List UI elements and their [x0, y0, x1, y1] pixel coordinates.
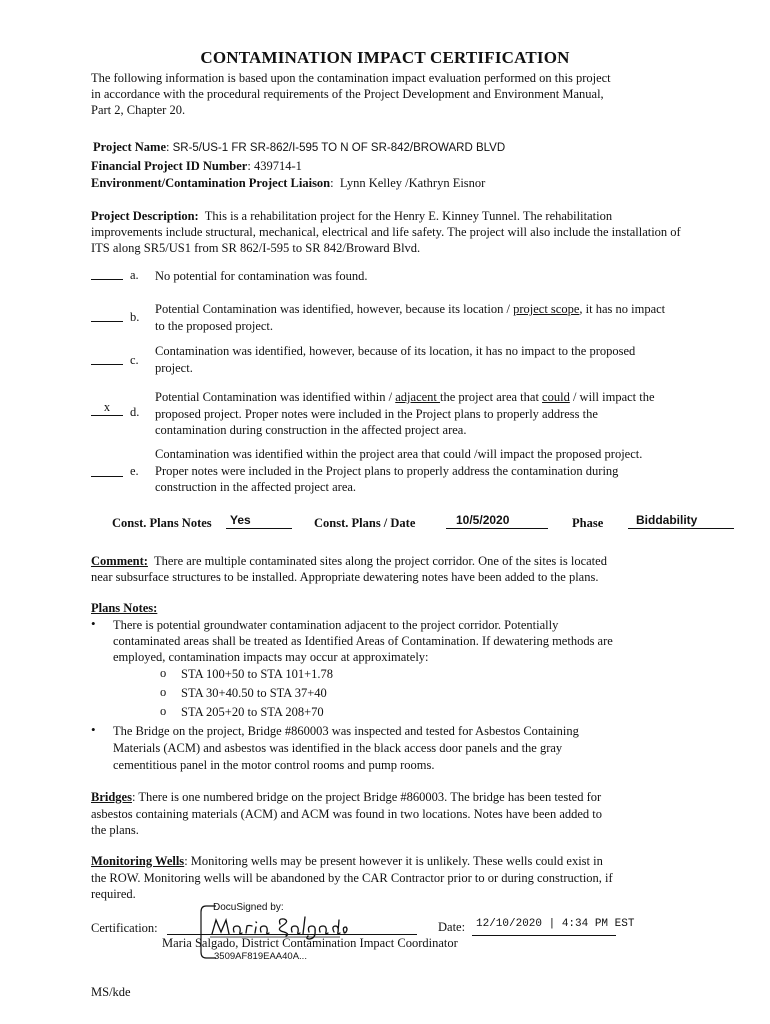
sub-bullet-icon: o: [160, 666, 167, 680]
description-line-1: Project Description: This is a rehabilitation project for the Henry E. Kinney Tunnel. The rehabilitation: [91, 209, 613, 223]
document-title: CONTAMINATION IMPACT CERTIFICATION: [200, 48, 570, 67]
option-d-mark: x: [103, 400, 111, 414]
option-a-text: No potential for contamination was found.: [155, 269, 368, 283]
phase-label: Phase: [572, 516, 604, 530]
bridges-line-3: the plans.: [91, 823, 139, 837]
liaison-label: Environment/Contamination Project Liaison: [91, 176, 331, 190]
intro-line-1: The following information is based upon the contamination impact evaluation performed on this project: [91, 71, 611, 85]
const-plans-notes-value[interactable]: Yes: [226, 513, 292, 529]
certification-label: Certification:: [91, 921, 158, 935]
option-e-letter: e.: [130, 464, 139, 478]
signer-name-title: Maria Salgado, District Contamination Impact Coordinator: [162, 936, 458, 950]
project-name-value: SR-5/US-1 FR SR-862/I-595 TO N OF SR-842/BROWARD BLVD: [172, 142, 506, 154]
bullet-2-icon: •: [91, 722, 96, 737]
liaison-value: Lynn Kelley /Kathryn Eisnor: [339, 176, 486, 190]
fpid-row: Financial Project ID Number: 439714-1: [91, 159, 302, 173]
description-line-2: improvements include structural, mechanical, electrical and life safety. The project will also include the installation of: [91, 225, 681, 239]
project-name-label: Project Name: [93, 140, 166, 154]
bullet-2-line-1: The Bridge on the project, Bridge #860003 was inspected and tested for Asbestos Containing: [113, 724, 579, 738]
const-plans-notes-label: Const. Plans Notes: [112, 516, 212, 530]
bullet-1-line-2: contaminated areas shall be treated as Identified Areas of Contamination. If dewatering methods are: [113, 634, 613, 648]
wells-line-1: Monitoring Wells: Monitoring wells may be present however it is unlikely. These wells could exist in: [91, 854, 603, 868]
option-b-letter: b.: [130, 310, 140, 324]
bridges-label: Bridges: [91, 790, 132, 804]
option-c-letter: c.: [130, 353, 139, 367]
envelope-id: 3509AF819EAA40A...: [214, 951, 307, 962]
option-a-letter: a.: [130, 268, 139, 282]
option-a-checkbox-blank[interactable]: [91, 265, 123, 280]
date-label: Date:: [438, 920, 466, 934]
could-underline: could: [542, 390, 570, 404]
description-line-3: ITS along SR5/US1 from SR 862/I-595 to SR 842/Broward Blvd.: [91, 241, 421, 255]
option-b-text: Potential Contamination was identified, however, because its location / project scope, it has no impact to the proposed project.: [155, 302, 666, 333]
station-3: STA 205+20 to STA 208+70: [181, 705, 324, 719]
docusigned-by-label: DocuSigned by:: [213, 902, 284, 913]
sub-bullet-icon: o: [160, 685, 167, 699]
comment-line-1: Comment: There are multiple contaminated sites along the project corridor. One of the sites is located: [91, 554, 607, 568]
sub-bullet-icon: o: [160, 704, 167, 718]
project-name-row: Project Name: SR-5/US-1 FR SR-862/I-595 TO N OF SR-842/BROWARD BLVD: [93, 140, 506, 154]
liaison-row: Environment/Contamination Project Liaison: Lynn Kelley /Kathryn Eisnor: [91, 176, 486, 190]
bullet-1-line-3: employed, contamination impacts may occur at approximately:: [113, 650, 429, 664]
option-e-text: Contamination was identified within the project area that could /will impact the proposed project. Proper notes were included in the Project plans to properly address the contamination during construction in the affected project area.: [155, 447, 643, 494]
wells-line-2: the ROW. Monitoring wells will be abandoned by the CAR Contractor prior to or during construction, if: [91, 871, 613, 885]
comment-label: Comment:: [91, 554, 148, 568]
bullet-1-icon: •: [91, 616, 96, 631]
fpid-label: Financial Project ID Number: [91, 159, 248, 173]
plans-notes-label: Plans Notes:: [91, 601, 158, 615]
const-plans-date-label: Const. Plans / Date: [314, 516, 416, 530]
wells-label: Monitoring Wells: [91, 854, 185, 868]
phase-value[interactable]: Biddability: [628, 513, 734, 529]
option-d-text: Potential Contamination was identified within / adjacent the project area that could / will impact the proposed project. Proper notes were included in the Project plans to properly address the contamination during construction in the affected project area.: [155, 390, 655, 437]
station-1: STA 100+50 to STA 101+1.78: [181, 667, 334, 681]
description-label: Project Description:: [91, 209, 199, 223]
bullet-2-line-3: cementitious panel in the motor control rooms and pump rooms.: [113, 758, 435, 772]
bridges-line-2: asbestos containing materials (ACM) and ACM was found in two locations. Notes have been added to: [91, 807, 603, 821]
signed-date-value: 12/10/2020 | 4:34 PM EST: [476, 918, 635, 930]
intro-line-2: in accordance with the procedural requirements of the Project Development and Environment Manual,: [91, 87, 604, 101]
intro-line-3: Part 2, Chapter 20.: [91, 103, 186, 117]
option-e-checkbox-blank[interactable]: [91, 462, 123, 477]
bridges-line-1: Bridges: There is one numbered bridge on the project Bridge #860003. The bridge has been tested for: [91, 790, 602, 804]
station-2: STA 30+40.50 to STA 37+40: [181, 686, 327, 700]
footer-initials: MS/kde: [91, 985, 131, 999]
adjacent-underline: adjacent: [395, 390, 441, 404]
bullet-2-line-2: Materials (ACM) and asbestos was identified in the black access door panels and the gray: [113, 741, 563, 755]
project-scope-underline: project scope: [513, 302, 580, 316]
option-c-checkbox-blank[interactable]: [91, 350, 123, 365]
bullet-1-line-1: There is potential groundwater contamination adjacent to the project corridor. Potentially: [113, 618, 559, 632]
comment-line-2: near subsurface structures to be installed. Appropriate dewatering notes have been added to the plans.: [91, 570, 599, 584]
wells-line-3: required.: [91, 887, 136, 901]
const-plans-date-value[interactable]: 10/5/2020: [446, 513, 548, 529]
option-c-text: Contamination was identified, however, because of its location, it has no impact to the proposed project.: [155, 344, 636, 375]
option-b-checkbox-blank[interactable]: [91, 307, 123, 322]
option-d-checkbox-blank[interactable]: [91, 401, 123, 416]
option-d-letter: d.: [130, 405, 140, 419]
fpid-value: 439714-1: [253, 159, 302, 173]
